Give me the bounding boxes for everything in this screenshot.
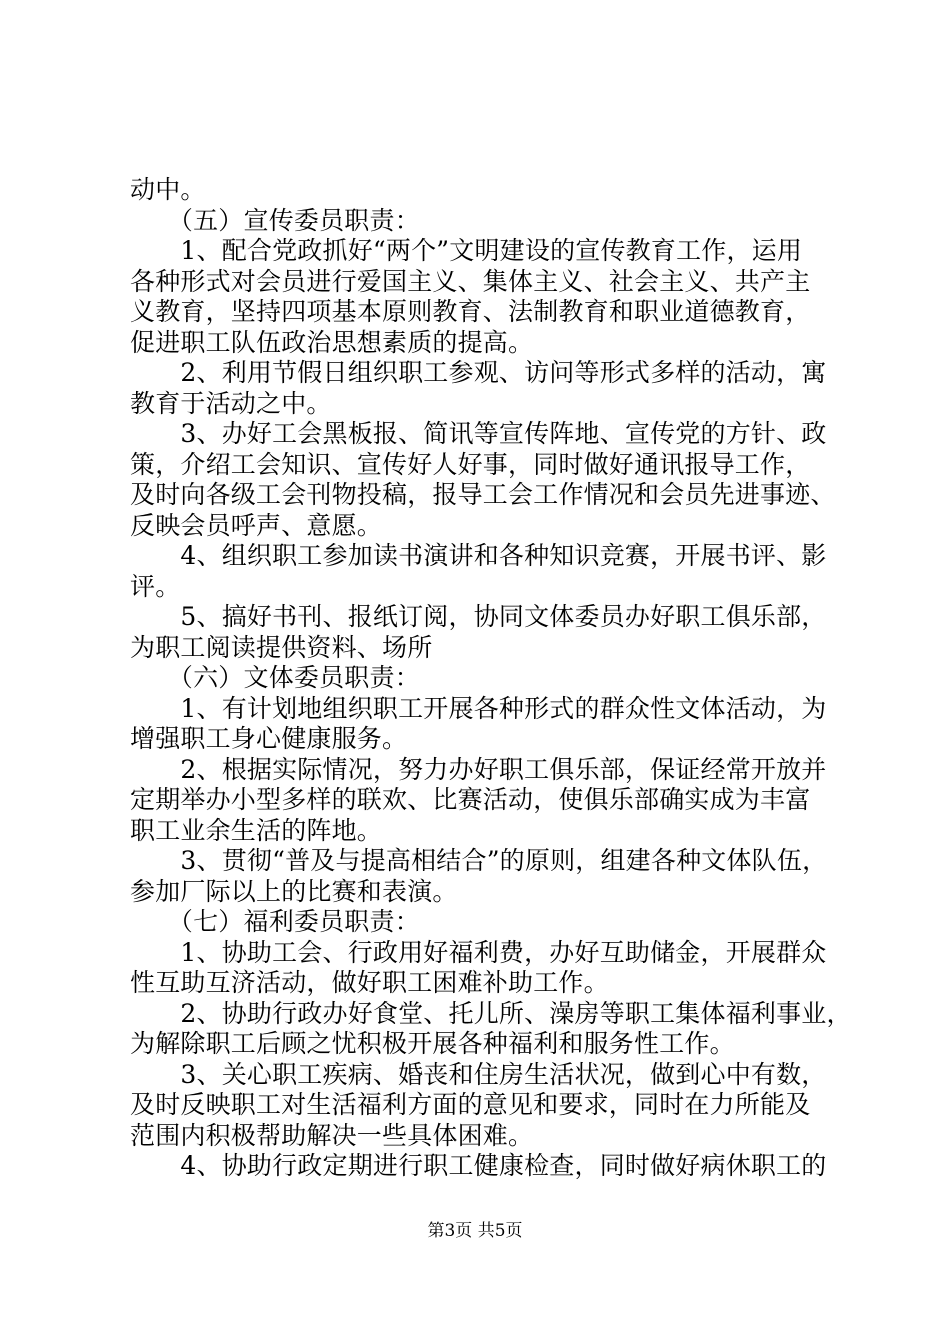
text-line: 范围内积极帮助解决一些具体困难。 bbox=[130, 1120, 534, 1150]
text-line: 参加厂际以上的比赛和表演。 bbox=[130, 876, 458, 906]
text-line: 1、协助工会、行政用好福利费，办好互助储金，开展群众 bbox=[130, 937, 827, 967]
text-line: 教育于活动之中。 bbox=[130, 388, 332, 418]
text-line: 1、配合党政抓好“两个”文明建设的宣传教育工作，运用 bbox=[130, 236, 803, 265]
text-line: 增强职工身心健康服务。 bbox=[130, 724, 408, 753]
document-body bbox=[130, 175, 852, 1182]
page-number: 第3页 共5页 bbox=[427, 1221, 523, 1241]
text-line: 2、利用节假日组织职工参观、访问等形式多样的活动，寓 bbox=[130, 358, 827, 387]
text-line: 5、搞好书刊、报纸订阅，协同文体委员办好职工俱乐部， bbox=[130, 602, 827, 631]
text-line: 及时反映职工对生活福利方面的意见和要求，同时在力所能及 bbox=[130, 1090, 811, 1119]
text-line: 性互助互济活动，做好职工困难补助工作。 bbox=[130, 968, 609, 997]
section-heading: （六）文体委员职责： bbox=[130, 663, 420, 692]
text-line: 4、协助行政定期进行职工健康检查，同时做好病休职工的 bbox=[130, 1151, 827, 1180]
text-line: 及时向各级工会刊物投稿，报导工会工作情况和会员先进事迹、 bbox=[130, 480, 836, 509]
text-line: 促进职工队伍政治思想素质的提高。 bbox=[130, 327, 534, 357]
text-line: 为解除职工后顾之忧积极开展各种福利和服务性工作。 bbox=[130, 1029, 735, 1058]
section-heading: （七）福利委员职责： bbox=[130, 907, 420, 936]
text-line: 为职工阅读提供资料、场所 bbox=[130, 632, 433, 662]
text-line: 3、贯彻“普及与提高相结合”的原则，组建各种文体队伍， bbox=[130, 846, 828, 875]
text-line: 动中。 bbox=[130, 175, 206, 204]
text-line: 2、根据实际情况，努力办好职工俱乐部，保证经常开放并 bbox=[130, 754, 827, 784]
text-line: 各种形式对会员进行爱国主义、集体主义、社会主义、共产主 bbox=[130, 266, 811, 296]
text-line: 评。 bbox=[130, 571, 181, 601]
page-footer bbox=[0, 1216, 950, 1241]
text-line: 3、办好工会黑板报、简讯等宣传阵地、宣传党的方针、政 bbox=[130, 419, 827, 448]
text-line: 定期举办小型多样的联欢、比赛活动，使俱乐部确实成为丰富 bbox=[130, 785, 811, 814]
text-line: 职工业余生活的阵地。 bbox=[130, 815, 383, 845]
text-line: 策，介绍工会知识、宣传好人好事，同时做好通讯报导工作， bbox=[130, 449, 811, 479]
text-line: 1、有计划地组织职工开展各种形式的群众性文体活动，为 bbox=[130, 693, 827, 723]
text-line: 4、组织职工参加读书演讲和各种知识竞赛，开展书评、影 bbox=[130, 541, 827, 570]
section-heading: （五）宣传委员职责： bbox=[130, 205, 420, 235]
text-line: 反映会员呼声、意愿。 bbox=[130, 510, 383, 540]
text-line: 3、关心职工疾病、婚丧和住房生活状况，做到心中有数， bbox=[130, 1059, 827, 1089]
text-line: 2、协助行政办好食堂、托儿所、澡房等职工集体福利事业， bbox=[130, 998, 852, 1028]
text-line: 义教育，坚持四项基本原则教育、法制教育和职业道德教育， bbox=[130, 297, 811, 326]
